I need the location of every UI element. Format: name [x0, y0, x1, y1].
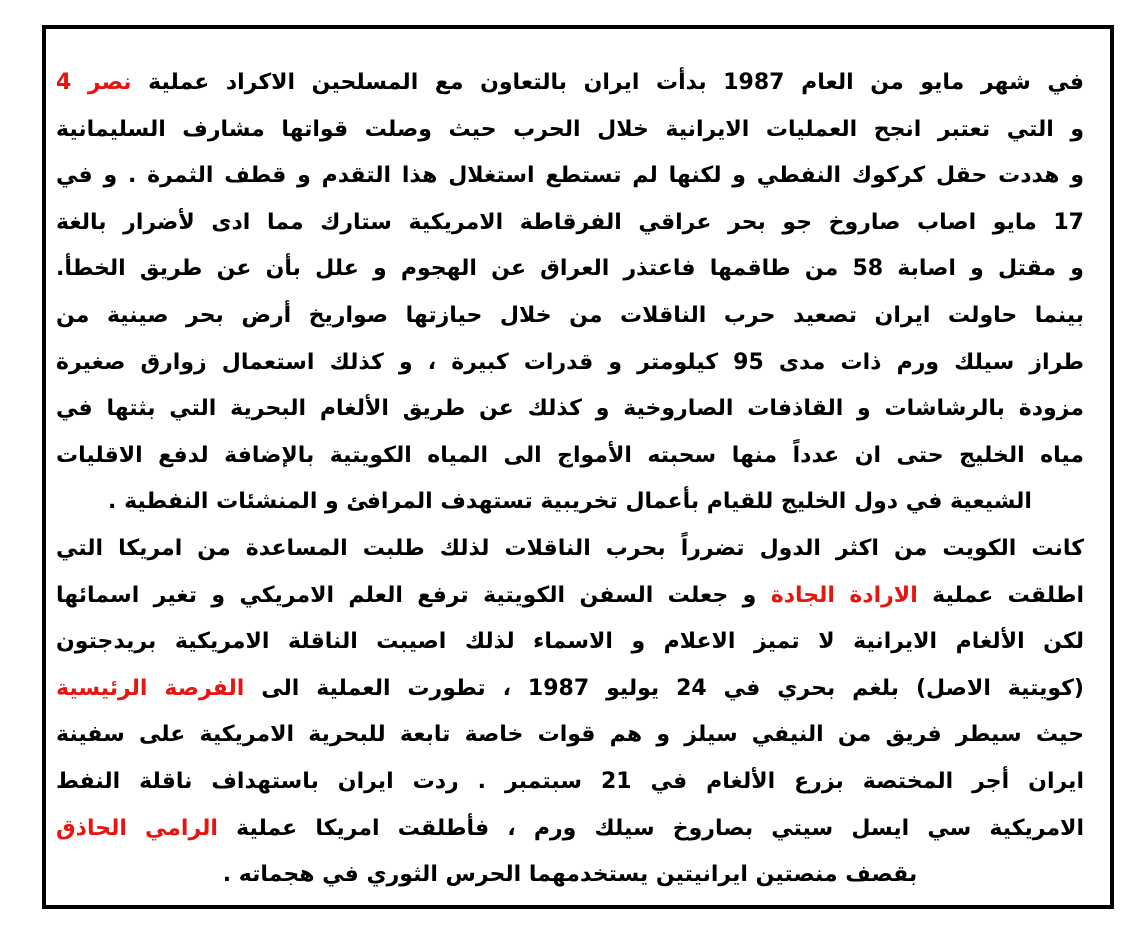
text-line [56, 852, 1084, 900]
text-line [56, 712, 1084, 760]
text-segment: الشيعية في دول الخليج للقيام بأعمال تخريبية تستهدف المرافئ و المنشئات النفطية . [108, 489, 1032, 515]
text-line [56, 200, 1084, 248]
text-segment: مياه الخليج حتى ان عدداً منها سحبته الأمواج الى المياه الكويتية بالإضافة لدفع الاقليات [56, 442, 1084, 468]
text-line [56, 433, 1084, 481]
text-line [56, 526, 1084, 574]
text-line [56, 153, 1084, 201]
text-segment: الامريكية سي ايسل سيتي بصاروخ سيلك ورم ، فأطلقت امريكا عملية [217, 815, 1084, 841]
highlighted-phrase: الارادة الجادة [770, 582, 918, 608]
text-segment: و التي تعتبر انجح العمليات الايرانية خلال الحرب حيث وصلت قواتها مشارف السليمانية [56, 116, 1084, 142]
text-segment: بينما حاولت ايران تصعيد حرب الناقلات من خلال حيازتها صواريخ أرض بحر صينية من [56, 303, 1084, 328]
text-line [56, 666, 1084, 714]
text-line [56, 479, 1084, 527]
text-segment: مزودة بالرشاشات و القاذفات الصاروخية و كذلك عن طريق الألغام البحرية التي بثتها في [56, 396, 1084, 422]
text-segment: و هددت حقل كركوك النفطي و لكنها لم تستطع استغلال هذا التقدم و قطف الثمرة . و في [56, 163, 1084, 189]
highlighted-phrase: نصر 4 [56, 70, 132, 95]
text-line [56, 293, 1084, 341]
text-line [56, 573, 1084, 621]
text-line [56, 246, 1084, 294]
highlighted-phrase: الرامي الحاذق [56, 815, 218, 841]
highlighted-phrase: الفرصة الرئيسية [56, 675, 245, 701]
text-line [56, 340, 1084, 388]
text-line [56, 806, 1084, 854]
text-line [56, 759, 1084, 807]
text-segment: ايران أجر المختصة بزرع الألغام في 21 سبتمبر . ردت ايران باستهداف ناقلة النفط [56, 769, 1084, 794]
text-segment: 17 مايو اصاب صاروخ جو بحر عراقي الفرقاطة الامريكية ستارك مما ادى لأضرار بالغة [56, 209, 1084, 235]
text-segment: بقصف منصتين ايرانيتين يستخدمهما الحرس الثوري في هجماته . [222, 862, 918, 888]
text-line [56, 619, 1084, 667]
text-line [56, 386, 1084, 434]
text-segment: لكن الألغام الايرانية لا تميز الاعلام و الاسماء لذلك اصيبت الناقلة الامريكية بريدجتون [56, 629, 1084, 655]
text-segment: حيث سيطر فريق من النيفي سيلز و هم قوات خاصة تابعة للبحرية الامريكية على سفينة [56, 722, 1084, 748]
text-segment: (كويتية الاصل) بلغم بحري في 24 يوليو 1987 ، تطورت العملية الى [244, 675, 1084, 701]
text-segment: و جعلت السفن الكويتية ترفع العلم الامريكي و تغير اسمائها [56, 582, 771, 608]
text-segment: و مقتل و اصابة 58 من طاقمها فاعتذر العراق عن الهجوم و علل بأن عن طريق الخطأ. [56, 256, 1084, 282]
text-segment: طراز سيلك ورم ذات مدى 95 كيلومتر و قدرات كبيرة ، و كذلك استعمال زوارق صغيرة [56, 349, 1084, 375]
text-segment: كانت الكويت من اكثر الدول تضرراً بحرب الناقلات لذلك طلبت المساعدة من امريكا التي [56, 536, 1084, 561]
text-segment: في شهر مايو من العام 1987 بدأت ايران بالتعاون مع المسلحين الاكراد عملية [131, 70, 1084, 95]
article-text [56, 60, 1084, 888]
text-line [56, 107, 1084, 155]
text-segment: اطلقت عملية [917, 582, 1084, 608]
text-line [56, 60, 1084, 108]
